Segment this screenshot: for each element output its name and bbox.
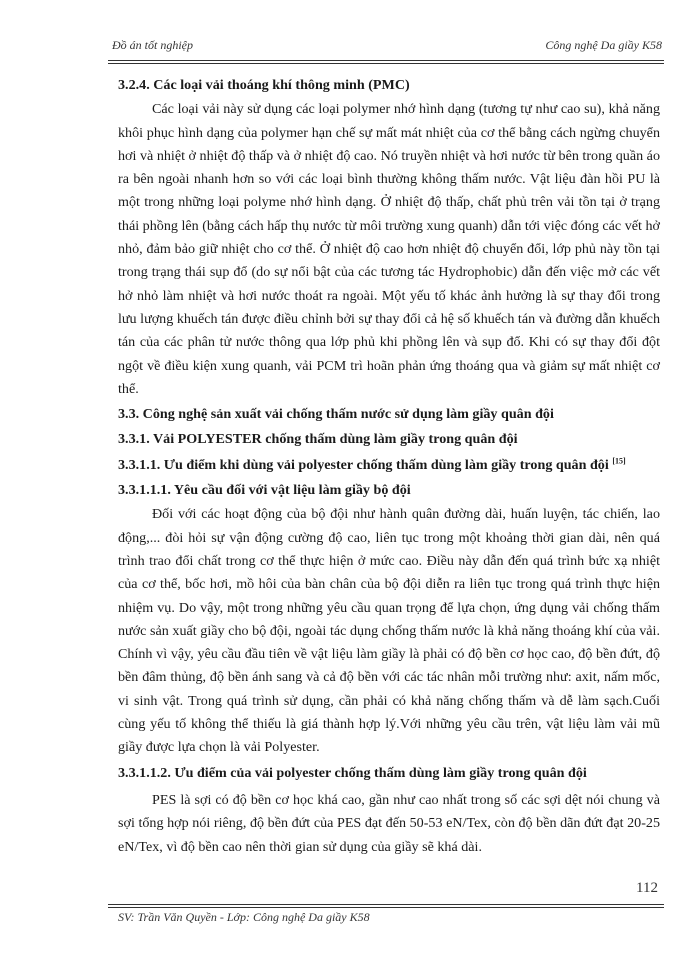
heading-3-3-1-1-text: 3.3.1.1. Ưu điểm khi dùng vải polyester chống thấm dùng làm giầy trong quân đội: [118, 456, 609, 473]
header-left: Đồ án tốt nghiệp: [112, 38, 193, 52]
paragraph-requirements: Đối với các hoạt động của bộ đội như hành quân đường dài, huấn luyện, tác chiến, lao động,... đòi hỏi sự vận động cường độ cao, liên tục trong một khoảng thời gian dài, nên quá trình trao đổi chất trong cơ thể thực hiện ở mức cao. Điều này dẫn đến quá trình bức xạ nhiệt của cơ thể, bốc hơi, mồ hôi của bàn chân của bộ đội diễn ra liên tục trong quá trình thực hiện nhiệm vụ. Do vậy, một trong những yêu cầu quan trọng để lựa chọn, ứng dụng vải chống thấm nước sản xuất giầy cho bộ đội, ngoài tác dụng chống thấm nước là khả năng thoáng khí của vải. Chính vì vậy, yêu cầu đầu tiên về vật liệu làm giầy là phải có độ bền cơ học cao, độ bền đứt, độ bền đâm thủng, độ bền ánh sang và cả độ bền với các tác nhân mỗi trường như: axit, nấm mốc, vi sinh vật. Trong quá trình sử dụng, cần phải có khả năng chống thấm và dễ làm sạch.Cuối cùng yếu tố không thể thiếu là giá thành hợp lý.Với những yêu cầu trên, vật liệu làm vải mũ giầy được lựa chọn là vải Polyester.: [118, 506, 660, 756]
header-rule: [108, 60, 664, 64]
citation-ref: [15]: [612, 456, 626, 466]
heading-3-3-1: 3.3.1. Vải POLYESTER chống thấm dùng làm giầy trong quân đội: [118, 431, 518, 448]
heading-3-2-4: 3.2.4. Các loại vải thoáng khí thông minh (PMC): [118, 77, 410, 93]
paragraph-pes-advantages: PES là sợi có độ bền cơ học khá cao, gần như cao nhất trong số các sợi dệt nói chung và sợi tổng hợp nói riêng, độ bền đứt của PES đạt đến 50-53 eN/Tex, còn độ bền dãn đứt đạt 20-25 eN/Tex, vì độ bền cao nên thời gian sử dụng của giầy sẽ khá dài.: [118, 791, 660, 855]
page-footer: SV: Trần Văn Quyền - Lớp: Công nghệ Da giầy K58: [118, 910, 370, 924]
heading-3-3-1-1: [118, 454, 660, 477]
page-header: [112, 38, 662, 53]
heading-3-3: 3.3. Công nghệ sản xuất vải chống thấm nước sử dụng làm giầy quân đội: [118, 406, 554, 423]
paragraph-pmc: Các loại vải này sử dụng các loại polymer nhớ hình dạng (tương tự như cao su), khả năng khôi phục hình dạng của polymer hạn chế sự mất mát nhiệt của cơ thể bằng cách ngừng chuyển hơi và nhiệt ở nhiệt độ thấp và ở nhiệt độ cao. Nó truyền nhiệt và hơi nước từ bên trong quần áo ra bên ngoài nhanh hơn so với các loại bình thường không thấm nước. Vật liệu đàn hồi PU là một trong những loại polyme nhớ hình dạng. Ở nhiệt độ thấp, chất phủ trên vải tồn tại ở trạng thái phồng lên (bằng cách hấp thụ nước từ môi trường xung quanh) dẫn tới việc đóng các vết hở nhỏ, đảm bảo giữ nhiệt cho cơ thể. Ở nhiệt độ cao hơn nhiệt độ chuyển đổi, lớp phủ này tồn tại trong trạng thái sụp đổ (do sự nổi bật của các tương tác Hydrophobic) dẫn đến việc mở các vết hở nhỏ làm nhiệt và hơi nước thoát ra ngoài. Một yếu tố khác ảnh hưởng là sự thay đổi trong lưu lượng khuếch tán được điều chỉnh bởi sự thay đổi cả hệ số khuếch tán và đường dẫn khuếch tán của các phân tử nước thông qua lớp phủ khi phồng lên và sụp đổ. Khi có sự thay đổi đột ngột về điều kiện xung quanh, vải PCM trì hoãn phản ứng thoáng qua và giảm sự mất nhiệt cơ thể.: [118, 101, 660, 397]
page-number: 112: [636, 880, 658, 896]
heading-3-3-1-1-1: 3.3.1.1.1. Yêu cầu đối với vật liệu làm giầy bộ đội: [118, 482, 411, 499]
heading-3-3-1-1-2: 3.3.1.1.2. Ưu điểm của vải polyester chống thấm dùng làm giầy trong quân đội: [118, 764, 587, 781]
page-content: [118, 72, 660, 859]
footer-rule: [108, 904, 664, 908]
header-right: Công nghệ Da giầy K58: [545, 38, 662, 52]
